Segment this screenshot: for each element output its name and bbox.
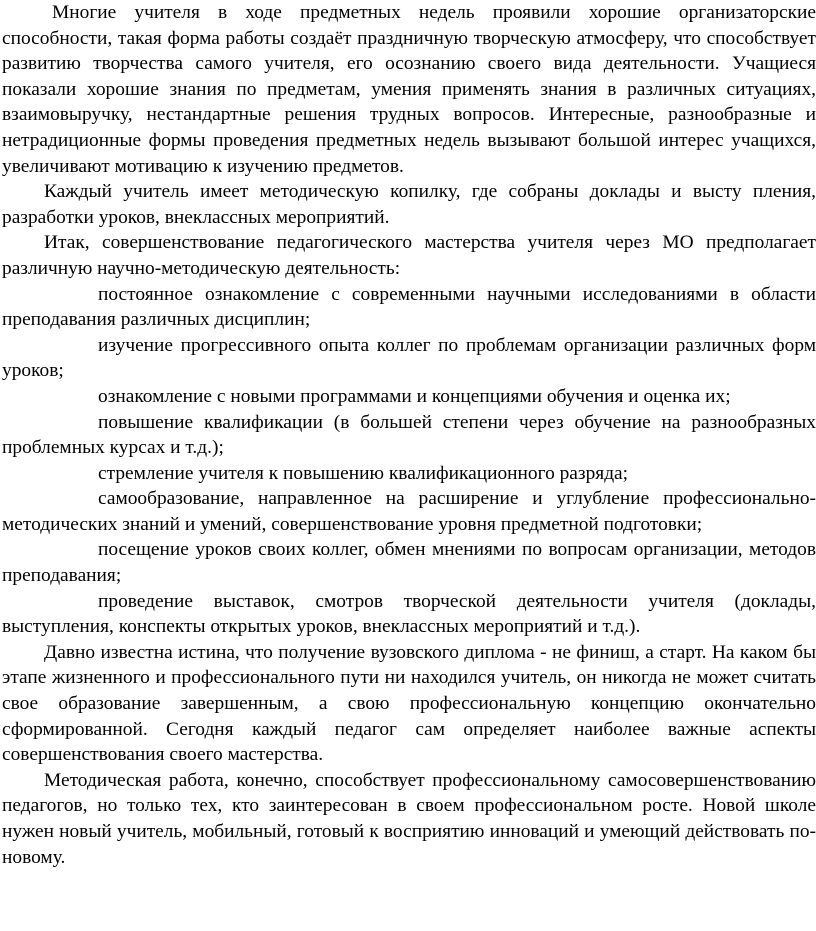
paragraph-mastery-intro: Итак, совершенствование педагогического мастерства учителя через МО предполагает различную научно-методическую деятельность:: [2, 232, 816, 279]
list-item: [0, 282, 816, 333]
paragraph-methodical-work: Методическая работа, конечно, способствует профессиональному самосовершенствованию педагогов, но только тех, кто заинтересован в своем профессиональном росте. Новой школе нужен новый учитель, мобильный, готовый к восприятию инноваций и умеющий действовать по-новому.: [2, 769, 816, 868]
list-item-text: стремление учителя к повышению квалификационного разряда;: [98, 462, 629, 484]
list-item: [0, 333, 816, 384]
list-item: [0, 486, 816, 537]
list-item-text: посещение уроков своих коллег, обмен мнениями по вопросам организации, методов преподавания;: [2, 539, 816, 587]
list-item-text: проведение выставок, смотров творческой деятельности учителя (доклады, выступления, конспекты открытых уроков, внеклассных мероприятий и т.д.).: [2, 590, 816, 638]
list-item: [0, 589, 816, 640]
list-item-text: самообразование, направленное на расширение и углубление профессионально-методических знаний и умений, совершенствование уровня предметной подготовки;: [2, 488, 816, 535]
paragraph-subject-weeks: Многие учителя в ходе предметных недель проявили хорошие организаторские способности, такая форма работы создаёт праздничную творческую атмосферу, что способствует развитию творчества самого учителя, его осознанию своего вида деятельности. Учащиеся показали хорошие знания по предметам, умения применять знания в различных ситуациях, взаимовыручку, нестандартные решения трудных вопросов. Интересные, разнообразные и нетрадиционные формы проведения предметных недель вызывают большой интерес учащихся, увеличивают мотивацию к изучению предметов.: [2, 2, 816, 177]
list-item: [0, 410, 816, 461]
list-item-text: постоянное ознакомление с современными научными исследованиями в области преподавания различных дисциплин;: [2, 283, 816, 331]
list-item-text: ознакомление с новыми программами и концепциями обучения и оценка их;: [98, 385, 731, 407]
list-item: [0, 461, 816, 487]
list-item: [0, 384, 816, 410]
activity-bullet-list: [0, 282, 816, 640]
list-item-text: повышение квалификации (в большей степени через обучение на разнообразных проблемных курсах и т.д.);: [2, 411, 816, 459]
paragraph-diploma-truth: Давно известна истина, что получение вузовского диплома - не финиш, а старт. На каком бы этапе жизненного и профессионального пути ни находился учитель, он никогда не может считать свое образование завершенным, а свою профессиональную концепцию окончательно сформированной. Сегодня каждый педагог сам определяет наиболее важные аспекты совершенствования своего мастерства.: [2, 641, 816, 766]
list-item-text: изучение прогрессивного опыта коллег по проблемам организации различных форм уроков;: [2, 334, 816, 382]
paragraph-methodical-collection: Каждый учитель имеет методическую копилку, где собраны доклады и высту пления, разработки уроков, внеклассных мероприятий.: [2, 181, 816, 228]
list-item: [0, 537, 816, 588]
